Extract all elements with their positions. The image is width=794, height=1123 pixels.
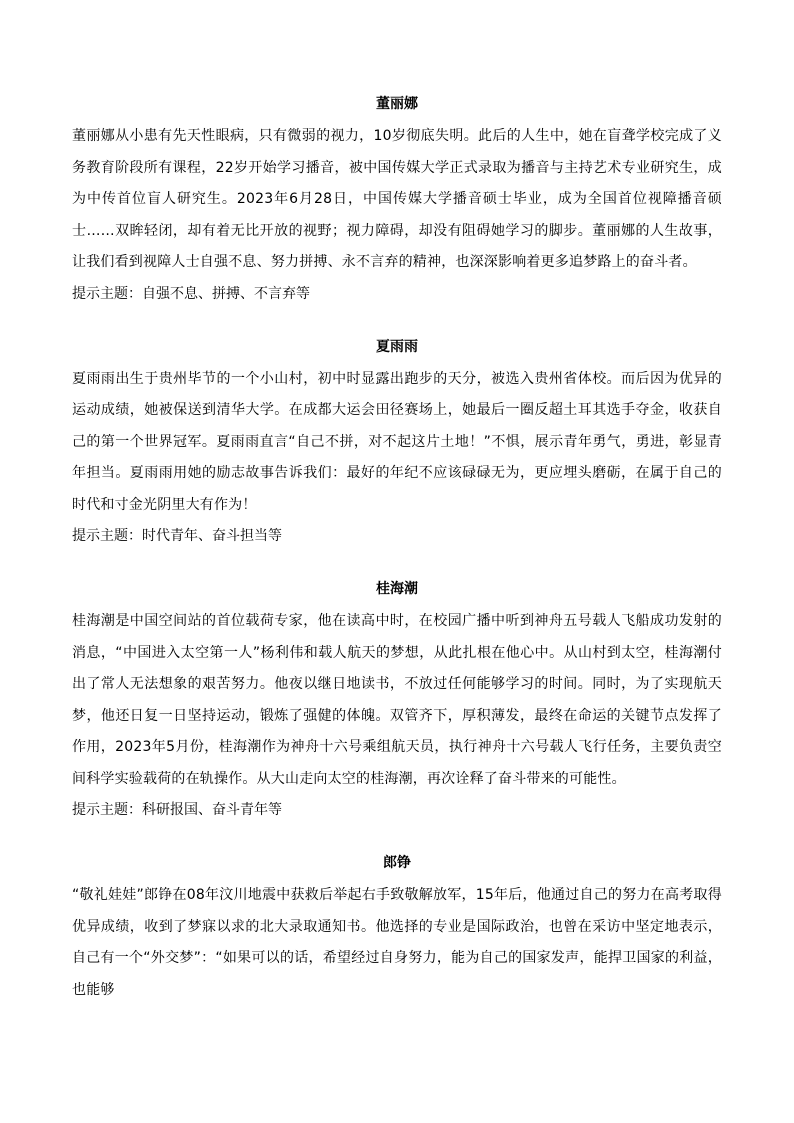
section-dong-lina xyxy=(72,94,722,310)
section-body: 桂海潮是中国空间站的首位载荷专家，他在读高中时，在校园广播中听到神舟五号载人飞船成功发射的消息，“中国进入太空第一人”杨利伟和载人航天的梦想，从此扎根在他心中。从山村到太空，桂海潮付出了常人无法想象的艰苦努力。他夜以继日地读书，不放过任何能够学习的时间。同时，为了实现航天梦，他还日复一日坚持运动，锻炼了强健的体魄。双管齐下，厚积薄发，最终在命运的关键节点发挥了作用，2023年5月份，桂海潮作为神舟十六号乘组航天员，执行神舟十六号载人飞行任务，主要负责空间科学实验载荷的在轨操作。从大山走向太空的桂海潮，再次诠释了奋斗带来的可能性。 xyxy=(72,613,722,787)
section-title: 郎铮 xyxy=(383,855,411,871)
section-title: 桂海潮 xyxy=(376,581,418,597)
section-body: “敬礼娃娃”郎铮在08年汶川地震中获救后举起右手致敬解放军，15年后，他通过自己的努力在高考取得优异成绩，收到了梦寐以求的北大录取通知书。他选择的专业是国际政治，也曾在采访中坚定地表示，自己有一个“外交梦”：“如果可以的话，希望经过自身努力，能为自己的国家发声，能捍卫国家的利益，也能够 xyxy=(72,887,722,998)
section-title: 夏雨雨 xyxy=(376,338,418,355)
section-body: 夏雨雨出生于贵州毕节的一个小山村，初中时显露出跑步的天分，被选入贵州省体校。而后因为优异的运动成绩，她被保送到清华大学。在成都大运会田径赛场上，她最后一圈反超土耳其选手夺金，收获自己的第一个世界冠军。夏雨雨直言“自己不拼，对不起这片土地！”不惧，展示青年勇气，勇进，彰显青年担当。夏雨雨用她的励志故事告诉我们：最好的年纪不应该碌碌无为，更应埋头磨砺，在属于自己的时代和寸金光阴里大有作为！ xyxy=(72,370,722,513)
section-title: 董丽娜 xyxy=(376,96,418,112)
section-lang-zheng xyxy=(72,853,722,1006)
section-gui-haichao xyxy=(72,579,722,826)
section-hint: 提示主题：自强不息、拼搏、不言弃等 xyxy=(72,285,310,302)
document-page xyxy=(72,94,722,1033)
section-hint: 提示主题：科研报国、奋斗青年等 xyxy=(72,802,282,818)
section-xia-yuyu xyxy=(72,337,722,553)
section-body: 董丽娜从小患有先天性眼病，只有微弱的视力，10岁彻底失明。此后的人生中，她在盲聋学校完成了义务教育阶段所有课程，22岁开始学习播音，被中国传媒大学正式录取为播音与主持艺术专业研究生，成为中传首位盲人研究生。2023年6月28日，中国传媒大学播音硕士毕业，成为全国首位视障播音硕士……双眸轻闭，却有着无比开放的视野；视力障碍，却没有阻碍她学习的脚步。董丽娜的人生故事，让我们看到视障人士自强不息、努力拼搏、永不言弃的精神，也深深影响着更多追梦路上的奋斗者。 xyxy=(72,128,722,270)
section-hint: 提示主题：时代青年、奋斗担当等 xyxy=(72,528,282,544)
